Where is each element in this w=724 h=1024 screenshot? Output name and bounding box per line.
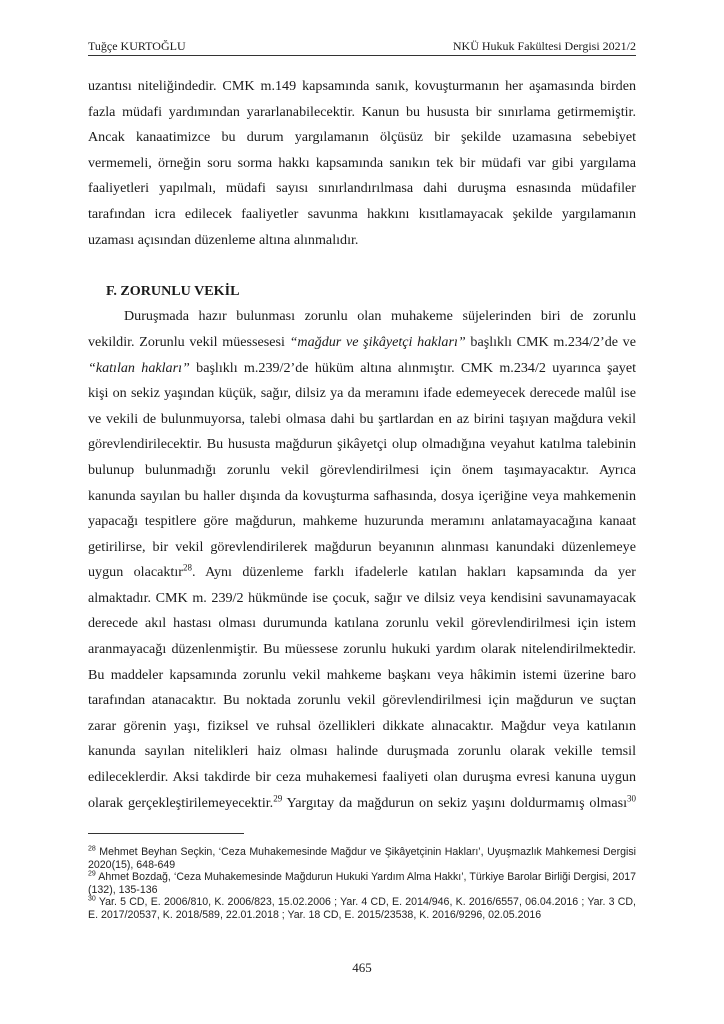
text-line: bulunup bulunmadığı zorunlu vekil görevlendirilmesi için önem taşımayacaktır. Ayrıca: [88, 461, 636, 478]
text-line: vekildir. Zorunlu vekil müessesesi “mağdur ve şikâyetçi hakları” başlıklı CMK m.234/2’de ve: [88, 333, 636, 350]
text-line: fazla müdafi yardımından yararlanabilecektir. Kanun bu hususta bir sınırlama getirmemiştir.: [88, 103, 636, 120]
text-line: derecede akıl hastası olması durumunda katılana zorunlu vekil görevlendirilmesi için istem: [88, 615, 636, 632]
text-line: ve vekili de bulunmuyorsa, talebi olmasa dahi bu şartlardan en az birini taşıyan mağdura vekil: [88, 410, 636, 427]
text-line: uygun olacaktır$^{28}$. Aynı düzenleme farklı ifadelerle katılan hakları kapsamında da yer: [88, 562, 636, 581]
text-line: zarar görenin yaşı, fiziksel ve ruhsal özellikleri dikkate alınacaktır. Mağdur veya katılanın: [88, 717, 636, 734]
text-line: Bu maddeler kapsamında zorunlu vekil mahkeme başkanı veya hâkimin istemi üzerine baro: [88, 666, 636, 683]
footnote-ref[interactable]: 30: [626, 792, 636, 803]
footnote-number: 29: [88, 870, 96, 878]
text-line: tarafından atanacaktır. Bu noktada zorunlu vekil görevlendirilmesi için mağdurun ve suçtan: [88, 692, 636, 709]
footnote-ref[interactable]: 29: [273, 792, 283, 803]
text-line: “katılan hakları” başlıklı m.239/2’de hüküm altına alınmıştır. CMK m.234/2 uyarınca şayet: [88, 359, 636, 376]
italic-quote: “katılan hakları”: [88, 359, 190, 376]
text-line: edileceklerdir. Aksi takdirde bir ceza muhakemesi faaliyeti olan duruşma evresi kanuna uygun: [88, 769, 636, 786]
main-text: [88, 74, 636, 816]
footnote-ref[interactable]: 28: [182, 562, 192, 573]
header-journal: NKÜ Hukuk Fakültesi Dergisi 2021/2: [452, 39, 636, 53]
text-line: getirilirse, bir vekil görevlendirilerek mağdurun beyanının alınması kanundaki düzenlemeye: [88, 538, 636, 555]
text-line: faaliyetleri yapılmalı, müdafi sayısı sınırlandırılmasa dahi duruşma esnasında müdafiler: [88, 180, 636, 197]
header-author: Tuğçe KURTOĞLU: [88, 39, 186, 53]
text-line: olarak gerçekleştirilemeyecektir.$^{29}$ Yargıtay da mağdurun on sekiz yaşını doldurmamış olması$^{30}$: [88, 792, 636, 811]
text-line: uzantısı niteliğindedir. CMK m.149 kapsamında sanık, kovuşturmanın her aşamasında birden: [88, 78, 636, 94]
text-line: uzaması açısından düzenleme altına alınmalıdır.: [88, 231, 359, 248]
text-line: Ancak kanaatimizce bu durum yargılamanın ölçüsüz bir şekilde uzamasına sebebiyet: [88, 129, 636, 146]
footnote-number: 30: [88, 895, 96, 903]
footnote-divider: [88, 833, 244, 834]
footnote: $^{28}$ Mehmet Beyhan Seçkin, ‘Ceza Muhakemesinde Mağdur ve Şikâyetçinin Hakları’, Uyuşmazlık Mahkemesi Dergisi 2020(15), 648-649: [88, 845, 636, 871]
footnotes: [88, 846, 636, 922]
text-line: kanunda sayılan bu haller dışında da kovuşturma safhasında, dosya içeriğine veya mahkemenin: [88, 487, 636, 504]
text-line: kişi on sekiz yaşından küçük, sağır, dilsiz ya da meramını ifade edemeyecek derecede malûl ise: [88, 385, 636, 402]
footnote: $^{30}$ Yar. 5 CD, E. 2006/810, K. 2006/823, 15.02.2006 ; Yar. 4 CD, E. 2014/946, K. 2016/6557, 06.04.2016 ; Yar. 3 CD, E. 2017/20537, K. 2018/589, 22.01.2018 ; Yar. 18 CD, E. 2015/23538, K. 2016/9296, 02.05.2016: [88, 895, 636, 921]
text-line: kanunda sayılan nitelikleri haiz olması halinde duruşmada zorunlu olarak vekille temsil: [88, 743, 636, 760]
running-header: [88, 39, 636, 56]
text-line: Duruşmada hazır bulunması zorunlu olan muhakeme süjelerinden biri de zorunlu: [124, 308, 636, 325]
text-line: vermemeli, örneğin soru sorma hakkı kapsamında sanıkın tek bir müdafi var gibi yargılama: [88, 154, 636, 171]
italic-quote: “mağdur ve şikâyetçi hakları”: [289, 333, 466, 350]
text-line: tarafından icra edilecek faaliyetler savunma hakkını kısıtlamayacak şekilde yargılamanın: [88, 205, 636, 222]
footnote-number: 28: [88, 845, 96, 853]
text-line: görevlendirilecektir. Bu hususta mağdurun şikâyetçi olup olmadığına veyahut katılma talebinin: [88, 436, 636, 453]
text-line: yapacağı tespitlere göre mağdurun, mahkeme huzurunda meramını anlatamayacağına kanaat: [88, 513, 636, 530]
text-line: almaktadır. CMK m. 239/2 hükmünde ise çocuk, sağır ve dilsiz veya kendisini savunamayacak: [88, 589, 636, 606]
text-line: aranmayacağı düzenlenmiştir. Bu müessese zorunlu hukuki yardım olarak nitelendirilmektedir.: [88, 641, 636, 658]
page-number: 465: [352, 960, 372, 975]
footnote: $^{29}$ Ahmet Bozdağ, ‘Ceza Muhakemesinde Mağdurun Hukuki Yardım Alma Hakkı’, Türkiye Barolar Birliği Dergisi, 2017 (132), 135-136: [88, 870, 636, 896]
section-heading: F. ZORUNLU VEKİL: [106, 282, 240, 299]
